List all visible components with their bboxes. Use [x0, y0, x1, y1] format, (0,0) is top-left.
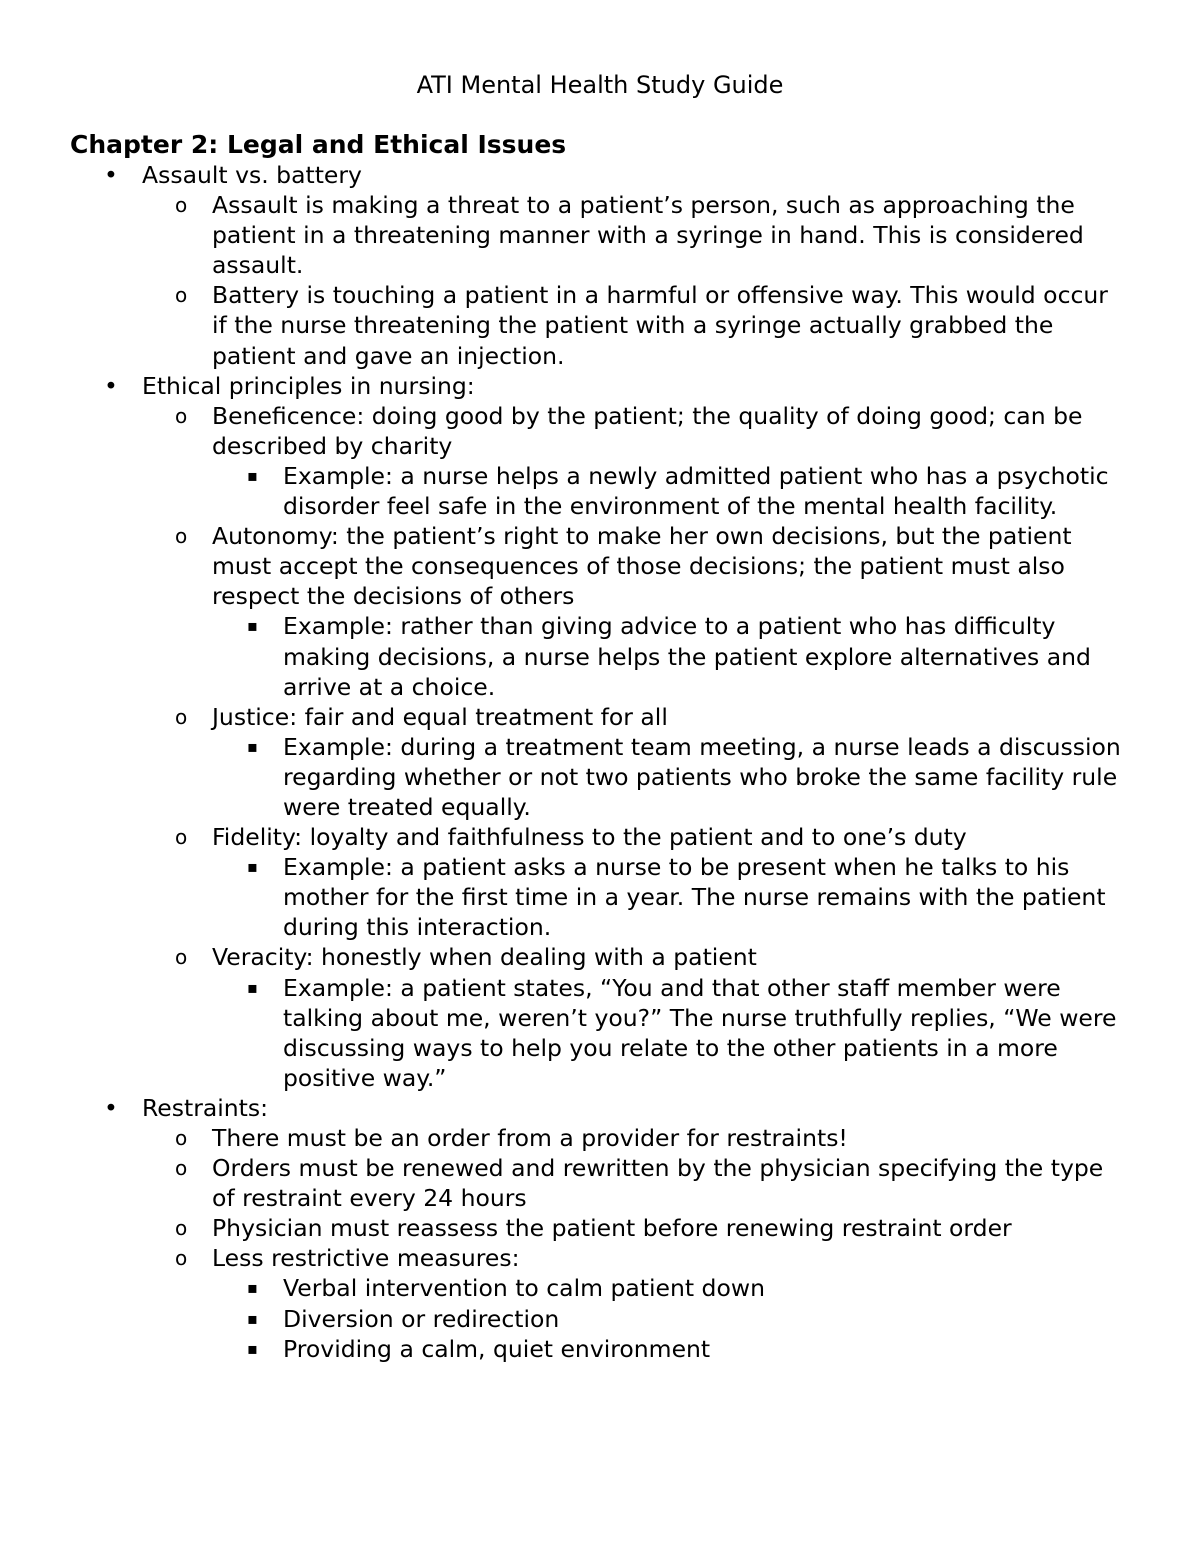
- bullet-marker: o: [175, 283, 188, 308]
- outline-item: [0, 1093, 1200, 1123]
- bullet-marker: o: [175, 403, 188, 428]
- bullet-text: Battery is touching a patient in a harmful or offensive way. This would occur if the nurse threatening the patient with a syringe actually grabbed the patient and gave an injection.: [212, 281, 1108, 370]
- bullet-marker: •: [104, 1093, 118, 1122]
- bullet-marker: •: [104, 371, 118, 400]
- bullet-marker: ▪: [247, 977, 258, 997]
- outline-item: [0, 160, 1200, 190]
- outline-subitem: [0, 190, 1200, 280]
- outline-subitem: [0, 401, 1200, 461]
- bullet-text: Fidelity: loyalty and faithfulness to the patient and to one’s duty: [212, 823, 967, 852]
- bullet-text: Less restrictive measures:: [212, 1244, 520, 1273]
- outline-subitem: [0, 521, 1200, 611]
- bullet-text: Orders must be renewed and rewritten by the physician specifying the type of restraint every 24 hours: [212, 1154, 1104, 1213]
- document-title: ATI Mental Health Study Guide: [416, 71, 784, 99]
- outline-subitem: [0, 822, 1200, 852]
- bullet-marker: o: [175, 1246, 188, 1271]
- bullet-marker: o: [175, 1216, 188, 1241]
- bullet-marker: ▪: [247, 857, 258, 877]
- outline-subitem: [0, 1213, 1200, 1243]
- outline-subsubitem: [0, 1304, 1200, 1334]
- bullet-text: Example: during a treatment team meeting, a nurse leads a discussion regarding whether or not two patients who broke the same facility rule were treated equally.: [283, 732, 1121, 821]
- bullet-marker: ▪: [247, 1278, 258, 1298]
- outline-item: [0, 371, 1200, 401]
- outline-subsubitem: [0, 973, 1200, 1093]
- bullet-marker: o: [175, 193, 188, 218]
- bullet-marker: o: [175, 1126, 188, 1150]
- outline-subsubitem: [0, 732, 1200, 822]
- bullet-text: Verbal intervention to calm patient down: [283, 1274, 765, 1303]
- outline-subitem: [0, 1153, 1200, 1213]
- outline-subsubitem: [0, 611, 1200, 701]
- outline-subitem: [0, 280, 1200, 370]
- bullet-text: Example: a patient states, “You and that other staff member were talking about me, weren’t you?” The nurse truthfully replies, “We were discussing ways to help you relate to the other patients in a more positive way.”: [283, 973, 1117, 1092]
- outline-subsubitem: [0, 852, 1200, 942]
- bullet-text: Example: rather than giving advice to a patient who has difficulty making decisions, a nurse helps the patient explore alternatives and arrive at a choice.: [283, 612, 1091, 701]
- bullet-marker: o: [175, 1156, 188, 1181]
- outline-subitem: [0, 1243, 1200, 1273]
- bullet-marker: ▪: [247, 465, 258, 485]
- bullet-text: Autonomy: the patient’s right to make her own decisions, but the patient must accept the consequences of those decisions; the patient must also respect the decisions of others: [212, 522, 1072, 611]
- outline-subsubitem: [0, 1273, 1200, 1303]
- outline-subitem: [0, 942, 1200, 972]
- outline-subitem: [0, 1123, 1200, 1153]
- outline-subitem: [0, 702, 1200, 732]
- bullet-marker: o: [175, 524, 188, 549]
- outline-subsubitem: [0, 1334, 1200, 1364]
- bullet-text: Physician must reassess the patient before renewing restraint order: [212, 1214, 1012, 1243]
- bullet-text: Assault is making a threat to a patient’s person, such as approaching the patient in a threatening manner with a syringe in hand. This is considered assault.: [212, 191, 1084, 280]
- bullet-marker: ▪: [247, 1338, 258, 1358]
- bullet-marker: ▪: [247, 1308, 258, 1328]
- bullet-text: Example: a patient asks a nurse to be present when he talks to his mother for the first time in a year. The nurse remains with the patient during this interaction.: [283, 853, 1106, 942]
- bullet-marker: •: [104, 161, 118, 189]
- bullet-text: Veracity: honestly when dealing with a patient: [212, 943, 757, 972]
- bullet-text: Example: a nurse helps a newly admitted patient who has a psychotic disorder feel safe in the environment of the mental health facility.: [283, 461, 1109, 521]
- bullet-marker: o: [175, 945, 188, 970]
- bullet-text: Providing a calm, quiet environment: [283, 1334, 711, 1363]
- bullet-text: Restraints:: [142, 1093, 269, 1122]
- bullet-text: Assault vs. battery: [142, 161, 362, 189]
- outline-list: [0, 160, 1200, 1364]
- bullet-text: Beneficence: doing good by the patient; the quality of doing good; can be described by charity: [212, 401, 1083, 460]
- chapter-heading: Chapter 2: Legal and Ethical Issues: [70, 130, 567, 159]
- bullet-text: Justice: fair and equal treatment for all: [212, 702, 668, 731]
- bullet-marker: o: [175, 825, 188, 850]
- bullet-marker: ▪: [247, 736, 258, 756]
- bullet-text: There must be an order from a provider for restraints!: [212, 1124, 848, 1152]
- bullet-text: Diversion or redirection: [283, 1304, 560, 1333]
- bullet-marker: o: [175, 704, 188, 729]
- outline-subsubitem: [0, 461, 1200, 521]
- bullet-text: Ethical principles in nursing:: [142, 371, 475, 400]
- bullet-marker: ▪: [247, 616, 258, 636]
